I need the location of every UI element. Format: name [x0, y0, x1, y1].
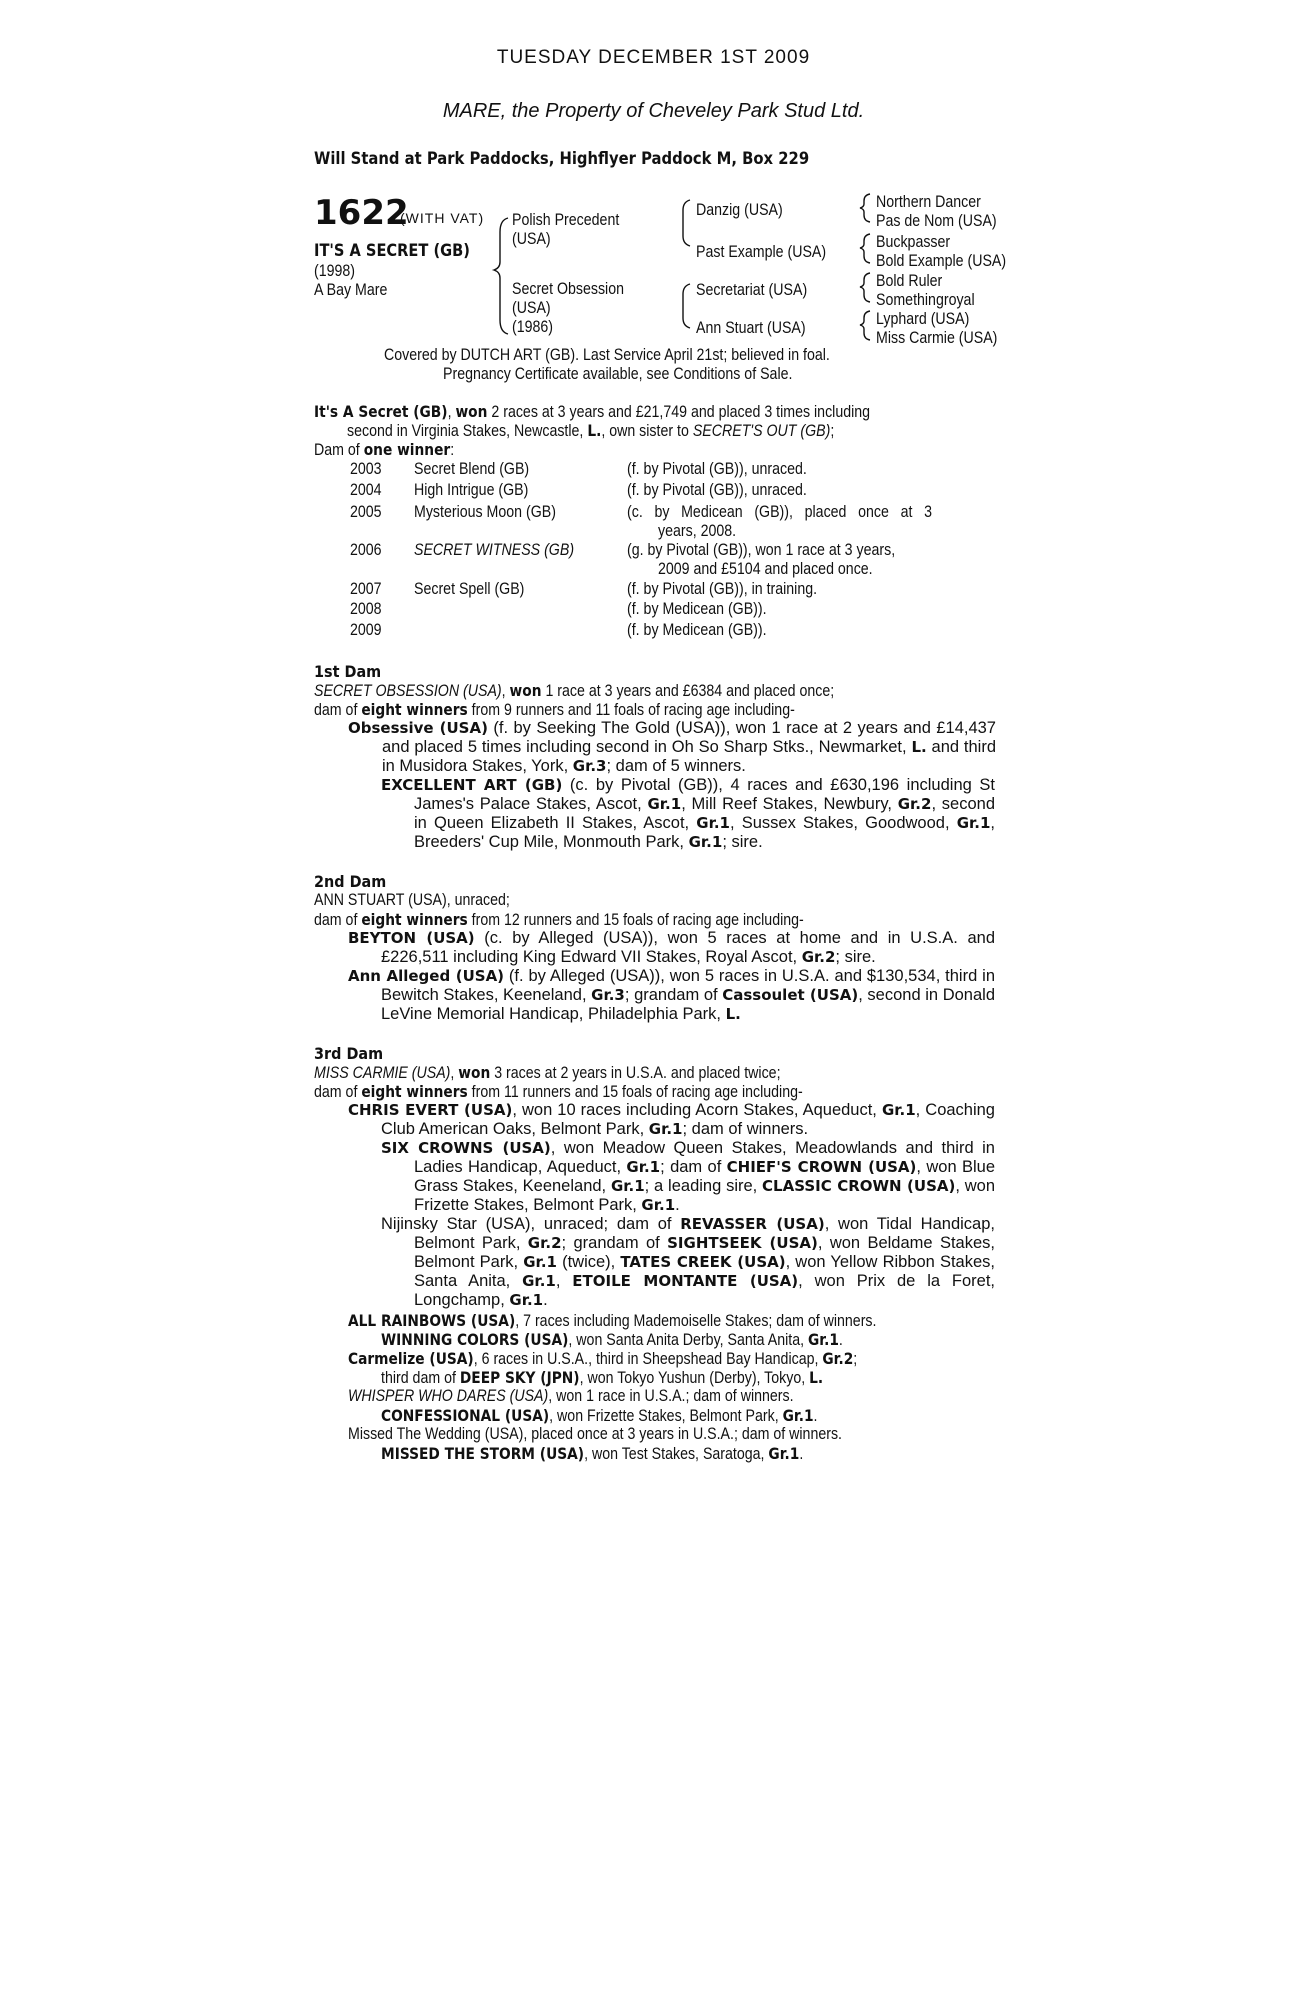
vat-note: (WITH VAT)	[400, 210, 485, 226]
produce-year: 2006	[350, 541, 382, 559]
produce-year: 2005	[350, 503, 382, 521]
third-dam-produce-chris-evert: CHRIS EVERT (USA), won 10 races including Acorn Stakes, Aqueduct, Gr.1, Coaching Club American Oaks, Belmont Park, Gr.1; dam of winners.	[348, 1101, 995, 1138]
horse-year: (1998)	[314, 262, 356, 280]
produce-name: Secret Blend (GB)	[414, 460, 530, 478]
first-dam-produce-obsessive: Obsessive (USA) (f. by Seeking The Gold (USA)), won 1 race at 2 years and £14,437 and placed 5 times including second in Oh So Sharp Stks., Newmarket, L. and third in Musidora Stakes, York, Gr.3; dam of 5 winners.	[348, 719, 996, 775]
dam-year: (1986)	[512, 318, 554, 336]
produce-name: High Intrigue (GB)	[414, 481, 529, 499]
great-grandsire-1: Northern Dancer	[876, 193, 981, 211]
produce-year: 2003	[350, 460, 382, 478]
third-dam-produce-whisper: WHISPER WHO DARES (USA), won 1 race in U.S.A.; dam of winners.	[348, 1387, 794, 1405]
grandsire-4: Ann Stuart (USA)	[696, 319, 806, 337]
second-dam-line1: ANN STUART (USA), unraced;	[314, 891, 510, 909]
sire-name: Polish Precedent	[512, 211, 620, 229]
first-dam-line2: dam of eight winners from 9 runners and 11 foals of racing age including-	[314, 700, 795, 719]
produce-name: Secret Spell (GB)	[414, 580, 525, 598]
third-dam-produce-carmelize: Carmelize (USA), 6 races in U.S.A., third in Sheepshead Bay Handicap, Gr.2;	[348, 1349, 858, 1368]
produce-detail: (f. by Pivotal (GB)), in training.	[627, 580, 818, 598]
third-dam-produce-all-rainbows: ALL RAINBOWS (USA), 7 races including Mademoiselle Stakes; dam of winners.	[348, 1311, 877, 1330]
third-dam-produce-confessional: CONFESSIONAL (USA), won Frizette Stakes, Belmont Park, Gr.1.	[381, 1406, 818, 1425]
first-dam-produce-excellent-art: EXCELLENT ART (GB) (c. by Pivotal (GB)), 4 races and £630,196 including St James's Palace Stakes, Ascot, Gr.1, Mill Reef Stakes, Newbury, Gr.2, second in Queen Elizabeth II Stakes, Ascot, Gr.1, Sussex Stakes, Goodwood, Gr.1, Breeders' Cup Mile, Monmouth Park, Gr.1; sire.	[381, 776, 996, 851]
great-grandsire-3: Buckpasser	[876, 233, 951, 251]
great-grandsire-4: Bold Example (USA)	[876, 252, 1007, 270]
third-dam-produce-six-crowns: SIX CROWNS (USA), won Meadow Queen Stakes, Meadowlands and third in Ladies Handicap, Aqueduct, Gr.1; dam of CHIEF'S CROWN (USA), won Blue Grass Stakes, Keeneland, Gr.1; a leading sire, CLASSIC CROWN (USA), won Frizette Stakes, Belmont Park, Gr.1.	[381, 1139, 996, 1214]
produce-detail: (f. by Pivotal (GB)), unraced.	[627, 481, 807, 499]
horse-name: IT'S A SECRET (GB)	[314, 241, 470, 261]
third-dam-produce-winning-colors: WINNING COLORS (USA), won Santa Anita Derby, Santa Anita, Gr.1.	[381, 1330, 843, 1349]
produce-year: 2004	[350, 481, 382, 499]
produce-detail-cont: 2009 and £5104 and placed once.	[658, 560, 873, 578]
produce-detail: (f. by Medicean (GB)).	[627, 621, 767, 639]
produce-detail: (f. by Medicean (GB)).	[627, 600, 767, 618]
sale-date: TUESDAY DECEMBER 1ST 2009	[496, 47, 811, 68]
sire-country: (USA)	[512, 230, 551, 248]
certificate-note: Pregnancy Certificate available, see Conditions of Sale.	[443, 365, 793, 383]
produce-name: Mysterious Moon (GB)	[414, 503, 556, 521]
dam-of-line: Dam of one winner:	[314, 440, 455, 459]
first-dam-line1: SECRET OBSESSION (USA), won 1 race at 3 years and £6384 and placed once;	[314, 681, 835, 700]
third-dam-line2: dam of eight winners from 11 runners and 15 foals of racing age including-	[314, 1082, 803, 1101]
lot-number: 1622	[314, 193, 409, 233]
produce-intro-2: second in Virginia Stakes, Newcastle, L., own sister to SECRET'S OUT (GB);	[347, 421, 835, 440]
produce-detail: (g. by Pivotal (GB)), won 1 race at 3 years,	[627, 541, 896, 559]
produce-year: 2007	[350, 580, 382, 598]
second-dam-produce-ann-alleged: Ann Alleged (USA) (f. by Alleged (USA)), won 5 races in U.S.A. and $130,534, third in Bewitch Stakes, Keeneland, Gr.3; grandam of Cassoulet (USA), second in Donald LeVine Memorial Handicap, Philadelphia Park, L.	[348, 967, 996, 1023]
third-dam-produce-missed-the-wedding: Missed The Wedding (USA), placed once at 3 years in U.S.A.; dam of winners.	[348, 1425, 842, 1443]
dam-name: Secret Obsession	[512, 280, 625, 298]
produce-intro: It's A Secret (GB), won 2 races at 3 years and £21,749 and placed 3 times including	[314, 402, 871, 421]
produce-year: 2009	[350, 621, 382, 639]
produce-detail-cont: years, 2008.	[658, 522, 737, 540]
second-dam-line2: dam of eight winners from 12 runners and 15 foals of racing age including-	[314, 910, 804, 929]
produce-detail: (c. by Medicean (GB)), placed once at 3	[627, 503, 932, 521]
great-grandsire-7: Lyphard (USA)	[876, 310, 970, 328]
grandsire-1: Danzig (USA)	[696, 201, 783, 219]
great-grandsire-2: Pas de Nom (USA)	[876, 212, 997, 230]
produce-name: SECRET WITNESS (GB)	[414, 541, 575, 559]
third-dam-heading: 3rd Dam	[314, 1044, 384, 1063]
great-grandsire-5: Bold Ruler	[876, 272, 943, 290]
grandsire-3: Secretariat (USA)	[696, 281, 808, 299]
horse-description: A Bay Mare	[314, 281, 388, 299]
third-dam-produce-carmelize-2: third dam of DEEP SKY (JPN), won Tokyo Yushun (Derby), Tokyo, L.	[381, 1368, 824, 1387]
dam-country: (USA)	[512, 299, 551, 317]
great-grandsire-8: Miss Carmie (USA)	[876, 329, 998, 347]
produce-detail: (f. by Pivotal (GB)), unraced.	[627, 460, 807, 478]
first-dam-heading: 1st Dam	[314, 662, 382, 681]
third-dam-line1: MISS CARMIE (USA), won 3 races at 2 years in U.S.A. and placed twice;	[314, 1063, 781, 1082]
second-dam-produce-beyton: BEYTON (USA) (c. by Alleged (USA)), won 5 races at home and in U.S.A. and £226,511 including King Edward VII Stakes, Royal Ascot, Gr.2; sire.	[348, 929, 995, 966]
grandsire-2: Past Example (USA)	[696, 243, 827, 261]
third-dam-produce-nijinsky-star: Nijinsky Star (USA), unraced; dam of REVASSER (USA), won Tidal Handicap, Belmont Park, Gr.2; grandam of SIGHTSEEK (USA), won Beldame Stakes, Belmont Park, Gr.1 (twice), TATES CREEK (USA), won Yellow Ribbon Stakes, Santa Anita, Gr.1, ETOILE MONTANTE (USA), won Prix de la Foret, Longchamp, Gr.1.	[381, 1215, 996, 1309]
covering-note: Covered by DUTCH ART (GB). Last Service April 21st; believed in foal.	[384, 346, 830, 364]
great-grandsire-6: Somethingroyal	[876, 291, 975, 309]
produce-year: 2008	[350, 600, 382, 618]
stabling-line: Will Stand at Park Paddocks, Highflyer Paddock M, Box 229	[314, 149, 810, 169]
second-dam-heading: 2nd Dam	[314, 872, 387, 891]
vendor-line: MARE, the Property of Cheveley Park Stud Ltd.	[442, 100, 865, 122]
third-dam-produce-missed-the-storm: MISSED THE STORM (USA), won Test Stakes, Saratoga, Gr.1.	[381, 1444, 804, 1463]
pedigree-brackets	[0, 0, 1307, 360]
